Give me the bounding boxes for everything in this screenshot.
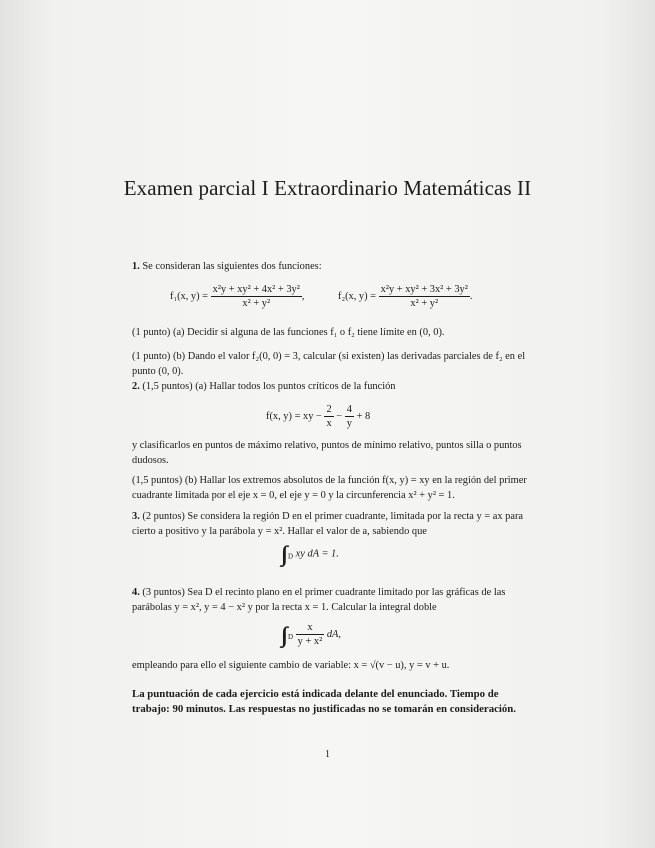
integral-region: D — [288, 552, 294, 561]
equation-tail: + 8 — [356, 410, 371, 422]
question-3 — [132, 510, 528, 539]
question-text: (1,5 puntos) (b) Hallar los extremos absolutos de la función f(x, y) = xy en la región del primer cuadrante limitada por el eje x = 0, el eje y = 0 y la circunferencia x² + y² = 1. — [132, 475, 527, 501]
operator: − — [336, 410, 343, 422]
question-2-part-b — [132, 474, 528, 503]
fraction-numerator: 4 — [346, 404, 352, 415]
equation-lhs: f(x, y) = xy − — [266, 410, 322, 422]
fraction-denominator: x² + y² — [410, 298, 439, 309]
fraction-numerator: 2 — [326, 404, 332, 415]
question-2-part-a — [132, 380, 528, 395]
page-number: 1 — [325, 749, 330, 760]
fraction-denominator: x — [326, 418, 332, 429]
question-number: 4. — [132, 587, 140, 598]
question-4 — [132, 586, 528, 615]
equation-f-critical — [266, 403, 370, 430]
question-4-change-of-variable — [132, 659, 528, 674]
fraction-numerator: x — [296, 621, 325, 635]
question-text: (2 puntos) Se considera la región D en el primer cuadrante, limitada por la recta y = ax para cierto a positivo y la parábola y = x². Hallar el valor de a, sabiendo que — [132, 511, 524, 537]
integral-equation-q4 — [282, 621, 341, 648]
question-number: 1. — [132, 261, 140, 272]
fraction-denominator: y + x² — [297, 636, 323, 647]
equation-f2 — [338, 283, 472, 310]
grading-note: La puntuación de cada ejercicio está indicada delante del enunciado. Tiempo de trabajo: 90 minutos. Las respuestas no justificadas no se tomarán en consideración. — [132, 688, 517, 715]
integral-region: D — [288, 632, 294, 641]
question-1-part-a — [132, 326, 528, 341]
question-text: (1,5 puntos) (a) Hallar todos los puntos críticos de la función — [142, 381, 396, 392]
page-title: Examen parcial I Extraordinario Matemáticas II — [123, 176, 532, 200]
equation-lhs: f₂(x, y) = — [338, 290, 377, 302]
integrand: xy dA = 1. — [295, 548, 339, 560]
question-text: (1 punto) (a) Decidir si alguna de las funciones f₁ o f₂ tiene límite en (0, 0). — [132, 327, 445, 338]
fraction-denominator: y — [346, 418, 352, 429]
fraction — [211, 283, 302, 310]
fraction — [345, 403, 354, 430]
question-text: (3 puntos) Sea D el recinto plano en el primer cuadrante limitado por las gráficas de las parábolas y = x², y = 4 − x² y por la recta x = 1. Calcular la integral doble — [132, 587, 506, 613]
question-text: empleando para ello el siguiente cambio de variable: x = √(v − u), y = v + u. — [132, 660, 450, 671]
question-1-part-b — [132, 350, 528, 379]
question-text: y clasificarlos en puntos de máximo relativo, puntos de mínimo relativo, puntos silla o puntos dudosos. — [132, 440, 522, 466]
differential: dA, — [326, 628, 341, 640]
question-number: 3. — [132, 511, 140, 522]
question-1-intro — [132, 260, 528, 275]
integral-equation-q3 — [282, 541, 339, 567]
question-2-classify — [132, 439, 528, 468]
fraction — [324, 403, 333, 430]
fraction-numerator: x²y + xy² + 3x² + 3y² — [380, 284, 468, 295]
fraction — [379, 283, 470, 310]
question-number: 2. — [132, 381, 140, 392]
punctuation: , — [301, 290, 305, 302]
fraction-denominator: x² + y² — [242, 298, 271, 309]
punctuation: . — [469, 290, 473, 302]
equation-lhs: f₁(x, y) = — [170, 290, 209, 302]
equation-f1 — [170, 283, 304, 310]
fraction-numerator: x²y + xy² + 4x² + 3y² — [212, 284, 300, 295]
fraction — [296, 621, 325, 648]
question-text: (1 punto) (b) Dando el valor f₂(0, 0) = 3, calcular (si existen) las derivadas parciales de f₂ en el punto (0, 0). — [132, 351, 526, 377]
question-text: Se consideran las siguientes dos funciones: — [142, 261, 322, 272]
